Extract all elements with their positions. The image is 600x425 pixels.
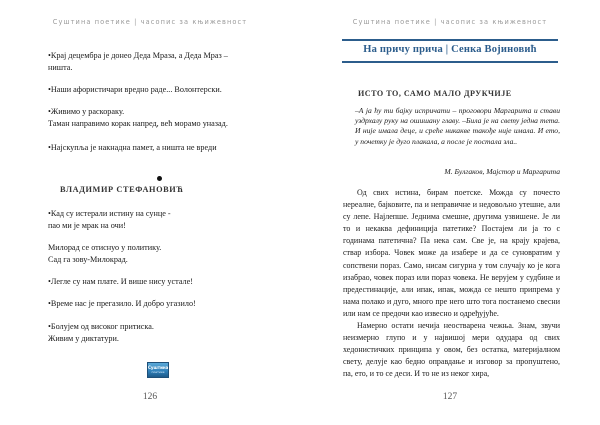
- aphorism: [48, 208, 288, 231]
- essay-title: ИСТО ТО, САМО МАЛО ДРУКЧИЈЕ: [358, 89, 512, 98]
- body-paragraph: Од свих истина, бирам поетске. Можда су почесто нереалне, бајковите, па и неправичне и недовољно утешне, али су лепе. Најлепше. Једнима смешне, другима узвишене. Је ли то и некаква дефиниција патетике? Постајем ли ја то с годинама патетична? Па нека сам. Све је, на крају крајева, ствар избора. Човек може да изабере и да се суновратим у сопствени пораз. Само, нисам сигурна у том случају ко је кога изабрао, човек пораз или пораз човека. Не верујем у судбине и предестинације, али ипак, ипак, можда се нешто припрема у нама полако и дуго, много пре него што тога постанемо свесни или нам се предочи као извесно и одређујуће.: [343, 188, 560, 318]
- aphorism: [48, 298, 288, 310]
- separator-dot: [157, 176, 162, 181]
- aphorism-line: •Крај децембра је донео Деда Мраза, а Деда Мраз –: [48, 51, 228, 60]
- title-rule-bottom: [342, 61, 558, 63]
- aphorism-line: •Живимо у раскораку.: [48, 107, 125, 116]
- page-number-right: 127: [442, 392, 458, 402]
- title-rule-top: [342, 39, 558, 41]
- essay-body: [343, 187, 560, 381]
- aphorism-line: Милорад се отиснуо у политику.: [48, 243, 162, 252]
- running-head-right: Суштина поетике | часопис за књижевност: [352, 18, 548, 26]
- section-title: На причу прича | Сенка Војиновић: [363, 44, 537, 55]
- aphorism-line: Таман направимо корак напред, већ морамо уназад.: [48, 118, 228, 128]
- aphorism: [48, 84, 288, 96]
- aphorism: [48, 106, 288, 129]
- epigraph-source: М. Булгаков, Мајстор и Маргарита: [444, 167, 560, 176]
- aphorism-line: Сад га зову-Милокрад.: [48, 254, 128, 264]
- aphorism-line: •Наши афористичари вредно раде... Волонтерски.: [48, 85, 222, 94]
- aphorism: [48, 321, 288, 344]
- author-name: ВЛАДИМИР СТЕФАНОВИЋ: [60, 185, 184, 194]
- page-number-left: 126: [142, 392, 158, 402]
- aphorism: [48, 242, 288, 265]
- epigraph: –А ја ћу ти бајку испричати – проговори Маргарита и стави уздрхалу руку на ошишану главу. –Била је на свету једна тета. И није имала деце, и среће никакве такође није имала. И ето, у почетку је дуго плакала, а после је постала зла..: [355, 106, 560, 146]
- body-paragraph: Намерно остати нечија неостварена чежња. Знам, звучи неизмерно глупо и у највишој мери одудара од свих хедонистичких принципа у овом, без остатка, материјалном свету, делује као бедно оправдање и изговор за пропуштено, па, ето, и то се деси. И то не из неког хира,: [343, 321, 560, 379]
- aphorism-line: •Кад су истерали истину на сунце -: [48, 209, 171, 218]
- aphorism: [48, 50, 288, 73]
- magazine-logo: [147, 362, 169, 378]
- aphorism-line: •Време нас је прегазило. И добро угазило!: [48, 299, 196, 308]
- aphorism-line: •Најскупља је накнадна памет, а ништа не вреди: [48, 143, 217, 152]
- running-head-left: Суштина поетике | часопис за књижевност: [52, 18, 248, 26]
- logo-text: Суштина: [148, 365, 169, 370]
- aphorism-line: Живим у диктатури.: [48, 333, 119, 343]
- aphorism: [48, 142, 288, 154]
- aphorism-line: ништа.: [48, 62, 73, 72]
- aphorism-line: •Легле су нам плате. И више нису устале!: [48, 277, 193, 286]
- aphorism-line: пао ми је мрак на очи!: [48, 220, 126, 230]
- logo-subtext: поетике: [151, 370, 165, 374]
- aphorism-line: •Болујем од високог притиска.: [48, 322, 154, 331]
- aphorism: [48, 276, 288, 288]
